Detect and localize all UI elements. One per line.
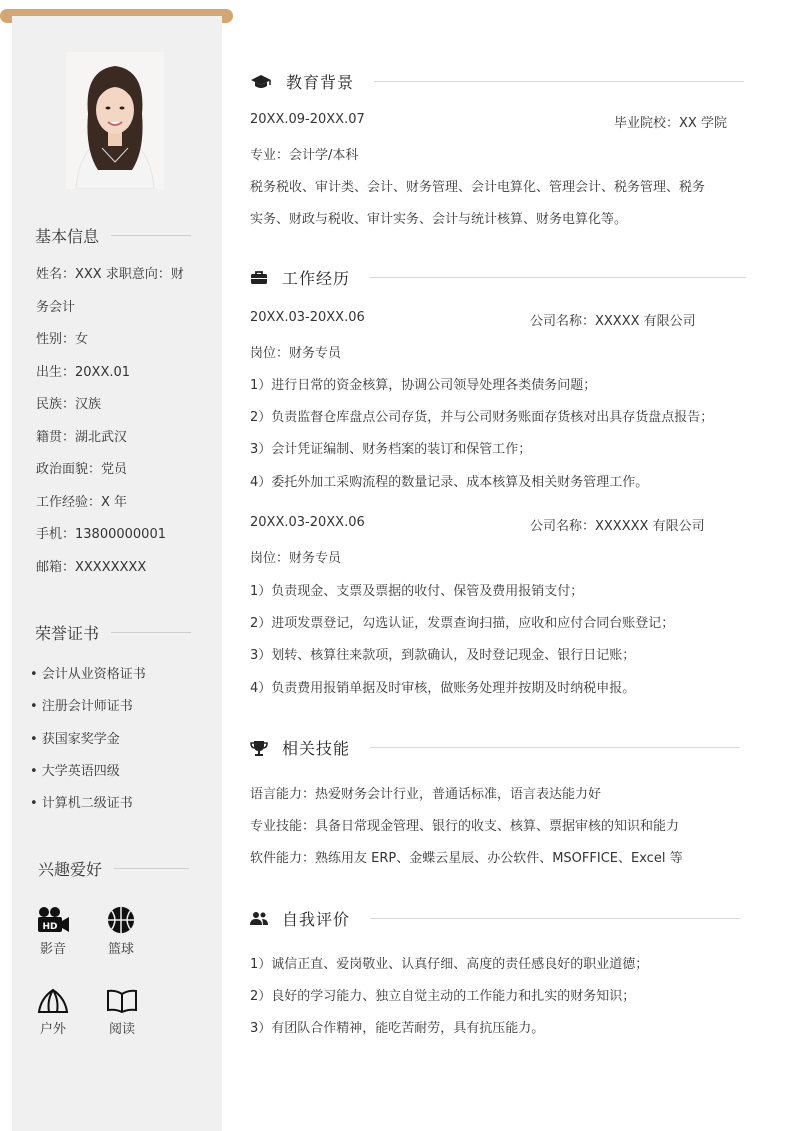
list-item: 2）负责监督仓库盘点公司存货，并与公司财务账面存货核对出具存货盘点报告； [250, 410, 714, 425]
hobby-label: 户外 [39, 1022, 66, 1037]
section-title: 教育背景 [286, 73, 355, 92]
hobby-film [23, 906, 83, 957]
work-heading [250, 266, 746, 289]
list-item: 1）进行日常的资金核算，协调公司领导处理各类债务问题； [250, 378, 597, 393]
list-item: • 计算机二级证书 [30, 796, 133, 812]
section-title: 相关技能 [282, 739, 351, 758]
education-school: 毕业院校：XX 学院 [614, 116, 727, 131]
honor-list [30, 659, 146, 820]
list-item: 4）委托外加工采购流程的数量记录、成本核算及相关财务管理工作。 [250, 475, 649, 490]
job-1-period: 20XX.03-20XX.06 [250, 310, 365, 325]
profile-photo [66, 52, 164, 189]
job-2-position: 岗位：财务专员 [250, 551, 342, 566]
basic-info-list [36, 259, 206, 584]
list-item: • 会计从业资格证书 [30, 667, 146, 682]
list-item: • 注册会计师证书 [30, 699, 133, 715]
hobby-outdoor [23, 988, 83, 1037]
skill-professional: 专业技能：具备日常现金管理、银行的收支、核算、票据审核的知识和能力 [250, 819, 680, 834]
section-title: 自我评价 [282, 910, 351, 929]
divider [374, 81, 744, 82]
divider [370, 747, 740, 748]
list-item: • 获国家奖学金 [30, 731, 120, 747]
divider [370, 277, 746, 278]
list-item: 1）负责现金、支票及票据的收付、保管及费用报销支付； [250, 584, 584, 599]
list-item: 4）负责费用报销单据及时审核，做账务处理并按期及时纳税申报。 [250, 681, 636, 696]
hobby-title: 兴趣爱好 [38, 860, 103, 879]
info-birth: 出生：20XX.01 [36, 364, 131, 380]
basic-info-title: 基本信息 [35, 227, 100, 246]
honor-title: 荣誉证书 [35, 624, 100, 643]
users-icon [250, 910, 272, 928]
divider [114, 868, 189, 869]
education-major: 专业：会计学/本科 [250, 148, 359, 163]
skills-heading [250, 736, 740, 759]
list-item: 3）会计凭证编制、财务档案的装订和保管工作； [250, 442, 532, 457]
info-political: 政治面貌：党员 [36, 462, 128, 477]
self-eval-heading [250, 907, 740, 930]
education-heading [250, 70, 744, 93]
list-item: 3）有团队合作精神，能吃苦耐劳，具有抗压能力。 [250, 1021, 545, 1036]
info-name: 姓名：XXX 求职意向：财 [36, 267, 184, 282]
graduation-cap-icon [250, 73, 272, 91]
svg-text:HD: HD [42, 922, 58, 932]
list-item: 2）进项发票登记，勾选认证，发票查询扫描，应收和应付合同台账登记； [250, 616, 675, 631]
skill-software: 软件能力：熟练用友 ERP、金蝶云星辰、办公软件、MSOFFICE、Excel 等 [250, 851, 683, 866]
honor-heading [35, 621, 191, 644]
basic-info-heading [35, 224, 191, 247]
hobby-basketball [91, 906, 151, 957]
info-email: 邮箱：XXXXXXXX [36, 559, 147, 575]
book-icon [106, 988, 138, 1014]
tent-icon [37, 988, 69, 1014]
info-ethnicity: 民族：汉族 [36, 397, 102, 412]
job-1-position: 岗位：财务专员 [250, 346, 342, 361]
divider [370, 918, 740, 919]
list-item: 1）诚信正直、爱岗敬业、认真仔细、高度的责任感良好的职业道德； [250, 957, 649, 972]
film-camera-icon [36, 906, 70, 934]
list-item: 2）良好的学习能力、独立自觉主动的工作能力和扎实的财务知识； [250, 989, 636, 1004]
hobby-label: 阅读 [108, 1022, 135, 1037]
divider [111, 632, 191, 633]
info-hometown: 籍贯：湖北武汉 [36, 429, 128, 445]
briefcase-icon [250, 269, 272, 287]
job-2-period: 20XX.03-20XX.06 [250, 515, 365, 530]
job-2-company: 公司名称：XXXXXX 有限公司 [530, 519, 705, 534]
education-courses: 税务税收、审计类、会计、财务管理、会计电算化、管理会计、税务管理、税务 [250, 180, 706, 195]
list-item: 3）划转、核算往来款项，到款确认，及时登记现金、银行日记账； [250, 648, 636, 663]
hobby-heading [38, 857, 189, 880]
section-title: 工作经历 [282, 269, 351, 288]
info-phone: 手机：13800000001 [36, 527, 166, 542]
info-experience: 工作经验：X 年 [36, 494, 128, 510]
divider [111, 235, 191, 236]
hobby-reading [92, 988, 152, 1037]
basketball-icon [106, 906, 136, 934]
trophy-icon [250, 739, 272, 757]
hobby-label: 影音 [39, 942, 66, 957]
info-name-cont: 务会计 [36, 299, 76, 315]
skill-language: 语言能力：热爱财务会计行业，普通话标准，语言表达能力好 [250, 787, 602, 802]
education-period: 20XX.09-20XX.07 [250, 112, 365, 127]
hobby-label: 篮球 [107, 942, 134, 957]
job-1-company: 公司名称：XXXXX 有限公司 [530, 314, 696, 329]
education-courses-cont: 实务、财政与税收、审计实务、会计与统计核算、财务电算化等。 [250, 212, 628, 227]
list-item: • 大学英语四级 [30, 763, 120, 779]
info-gender: 性别：女 [36, 332, 89, 347]
